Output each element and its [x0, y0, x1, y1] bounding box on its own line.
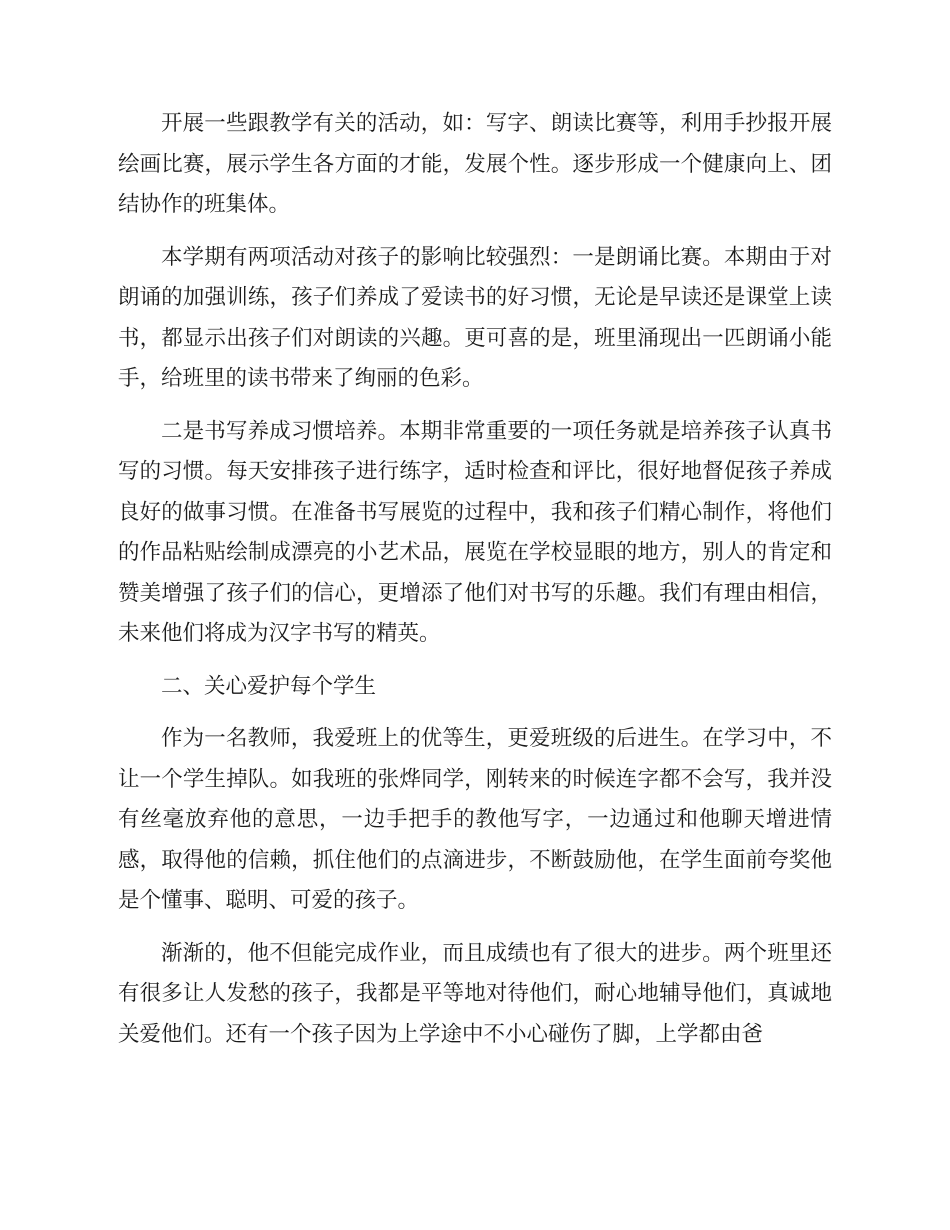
paragraph-teacher-care: 作为一名教师，我爱班上的优等生，更爱班级的后进生。在学习中，不让一个学生掉队。如我班的张烨同学，刚转来的时候连字都不会写，我并没有丝毫放弃他的意思，一边手把手的教他写字，一边通过和他聊天增进情感，取得他的信赖，抓住他们的点滴进步，不断鼓励他，在学生面前夸奖他是个懂事、聪明、可爱的孩子。 [118, 726, 832, 913]
document-body [118, 104, 832, 1067]
paragraph-writing-habits: 二是书写养成习惯培养。本期非常重要的一项任务就是培养孩子认真书写的习惯。每天安排孩子进行练字，适时检查和评比，很好地督促孩子养成良好的做事习惯。在准备书写展览的过程中，我和孩子们精心制作，将他们的作品粘贴绘制成漂亮的小艺术品，展览在学校显眼的地方，别人的肯定和赞美增强了孩子们的信心，更增添了他们对书写的乐趣。我们有理由相信，未来他们将成为汉字书写的精英。 [118, 418, 832, 646]
paragraph-gradual-progress: 渐渐的，他不但能完成作业，而且成绩也有了很大的进步。两个班里还有很多让人发愁的孩子，我都是平等地对待他们，耐心地辅导他们，真诚地关爱他们。还有一个孩子因为上学途中不小心碰伤了脚，上学都由爸 [118, 940, 832, 1047]
paragraph-activities: 开展一些跟教学有关的活动，如：写字、朗读比赛等，利用手抄报开展绘画比赛，展示学生各方面的才能，发展个性。逐步形成一个健康向上、团结协作的班集体。 [118, 111, 832, 217]
section-heading-care-for-students: 二、关心爱护每个学生 [161, 673, 377, 699]
paragraph-recitation-contest: 本学期有两项活动对孩子的影响比较强烈：一是朗诵比赛。本期由于对朗诵的加强训练，孩子们养成了爱读书的好习惯，无论是早读还是课堂上读书，都显示出孩子们对朗读的兴趣。更可喜的是，班里涌现出一匹朗诵小能手，给班里的读书带来了绚丽的色彩。 [118, 244, 832, 391]
